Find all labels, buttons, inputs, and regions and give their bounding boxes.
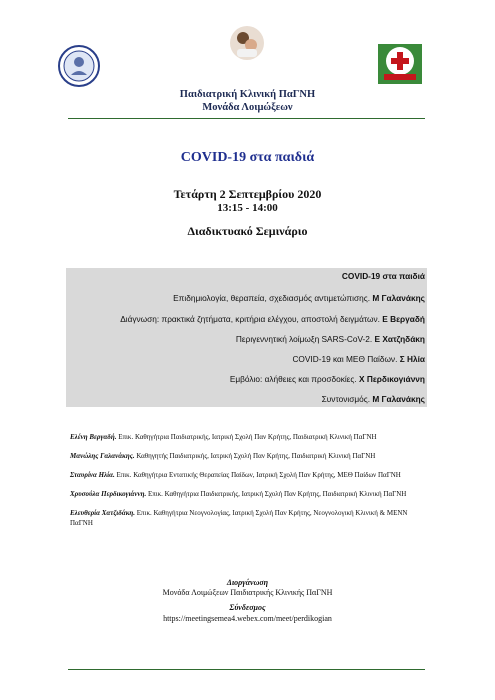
meeting-link[interactable]: https://meetingsemea4.webex.com/meet/perdikogian: [163, 614, 332, 623]
program-item: Περιγεννητική λοίμωξη SARS-CoV-2. Ε Χατζηδάκη: [235, 334, 425, 344]
seminar-format: Διαδικτυακό Σεμινάριο: [187, 224, 308, 238]
institution-name: Παιδιατρική Κλινική ΠαΓΝΗ: [179, 89, 316, 100]
seminar-date: Τετάρτη 2 Σεπτεμβρίου 2020: [173, 187, 322, 201]
hospital-cross-logo-icon: [378, 44, 422, 84]
link-label: Σύνδεσμος: [229, 603, 266, 612]
speaker-bio: Ελευθερία Χατζιδάκη. Επικ. Καθηγήτρια Νεογνολογίας, Ιατρική Σχολή Παν Κρήτης, Νεογνολογική Κλινική & ΜΕΝΝ ΠαΓΝΗ: [70, 509, 408, 527]
program-item: COVID-19 και ΜΕΘ Παίδων. Σ Ηλία: [292, 354, 425, 364]
bottom-divider: [68, 669, 425, 670]
unit-name: Μονάδα Λοιμώξεων: [202, 102, 293, 113]
university-seal-icon: [58, 45, 100, 87]
child-doctor-photo-icon: [229, 25, 265, 61]
program-item: Διάγνωση: πρακτικά ζητήματα, κριτήρια ελέγχου, αποστολή δειγμάτων. Ε Βεργαδή: [120, 314, 425, 324]
program-heading: COVID-19 στα παιδιά: [341, 271, 425, 281]
speaker-bio: Σταυρίνα Ηλία. Επικ. Καθηγήτρια Εντατικής Θεραπείας Παίδων, Ιατρική Σχολή Παν Κρήτης, ΜΕΘ Παίδων ΠαΓΝΗ: [70, 471, 401, 479]
organizer-value: Μονάδα Λοιμώξεων Παιδιατρικής Κλινικής ΠαΓΝΗ: [162, 588, 333, 597]
program-item: Συντονισμός. Μ Γαλανάκης: [321, 394, 425, 404]
program-item: Εμβόλιο: αλήθειες και προσδοκίες. Χ Περδικογιάννη: [229, 374, 425, 384]
speaker-bio: Χρυσούλα Περδικογιάννη. Επικ. Καθηγήτρια Παιδιατρικής, Ιατρική Σχολή Παν Κρήτης, Παιδιατρική Κλινική ΠαΓΝΗ: [70, 490, 407, 498]
seminar-title: COVID-19 στα παιδιά: [180, 150, 315, 165]
top-divider: [68, 118, 425, 119]
speaker-bio: Μανώλης Γαλανάκης. Καθηγητής Παιδιατρικής, Ιατρική Σχολή Παν Κρήτης, Παιδιατρική Κλινική ΠαΓΝΗ: [70, 452, 376, 460]
program-item: Επιδημιολογία, θεραπεία, σχεδιασμός αντιμετώπισης. Μ Γαλανάκης: [173, 293, 425, 303]
speaker-bio: Ελένη Βεργαδή. Επικ. Καθηγήτρια Παιδιατρικής, Ιατρική Σχολή Παν Κρήτης, Παιδιατρική Κλινική ΠαΓΝΗ: [70, 433, 377, 441]
organizer-label: Διοργάνωση: [226, 578, 269, 587]
seminar-time: 13:15 - 14:00: [217, 202, 278, 214]
